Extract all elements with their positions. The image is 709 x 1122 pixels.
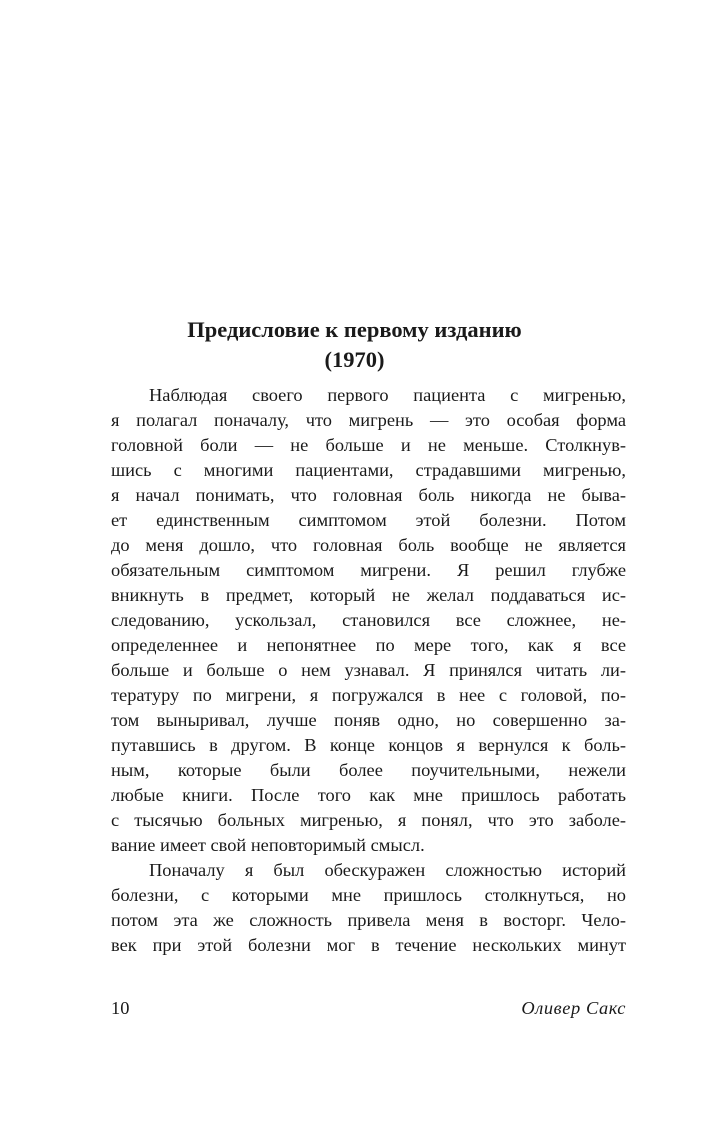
chapter-title: Предисловие к первому изданию <box>187 317 522 342</box>
text-line: шись с многими пациентами, страдавшими мигренью, <box>111 460 626 480</box>
body-text <box>111 383 626 958</box>
running-head-author: Оливер Сакс <box>521 998 626 1018</box>
text-line: следованию, ускользал, становился все сложнее, не- <box>111 610 626 630</box>
text-line: Наблюдая своего первого пациента с мигренью, <box>149 385 626 405</box>
text-line: вание имеет свой неповторимый смысл. <box>111 835 425 855</box>
text-line: я начал понимать, что головная боль никогда не быва- <box>111 485 626 505</box>
text-line: больше и больше о нем узнавал. Я принялся читать ли- <box>111 660 626 680</box>
text-line: головной боли — не больше и не меньше. Столкнув- <box>111 435 626 455</box>
page-footer <box>111 995 626 1021</box>
text-line: любые книги. После того как мне пришлось работать <box>111 785 626 805</box>
text-line: век при этой болезни мог в течение нескольких минут <box>111 935 626 955</box>
text-line: я полагал поначалу, что мигрень — это особая форма <box>111 410 626 430</box>
chapter-year: (1970) <box>324 347 385 372</box>
text-line: до меня дошло, что головная боль вообще не является <box>111 535 626 555</box>
text-line: том выныривал, лучше поняв одно, но совершенно за- <box>111 710 626 730</box>
text-line: вникнуть в предмет, который не желал поддаваться ис- <box>111 585 626 605</box>
text-line: ным, которые были более поучительными, нежели <box>111 760 626 780</box>
text-line: обязательным симптомом мигрени. Я решил глубже <box>111 560 626 580</box>
text-line: тературу по мигрени, я погружался в нее с головой, по- <box>111 685 626 705</box>
chapter-heading <box>0 315 709 375</box>
page-number: 10 <box>111 998 130 1018</box>
text-line: определеннее и непонятнее по мере того, как я все <box>111 635 626 655</box>
text-line: ет единственным симптомом этой болезни. Потом <box>111 510 626 530</box>
text-line: Поначалу я был обескуражен сложностью историй <box>149 860 626 880</box>
text-line: путавшись в другом. В конце концов я вернулся к боль- <box>111 735 626 755</box>
text-line: болезни, с которыми мне пришлось столкнуться, но <box>111 885 626 905</box>
text-line: с тысячью больных мигренью, я понял, что это заболе- <box>111 810 626 830</box>
text-line: потом эта же сложность привела меня в восторг. Чело- <box>111 910 626 930</box>
